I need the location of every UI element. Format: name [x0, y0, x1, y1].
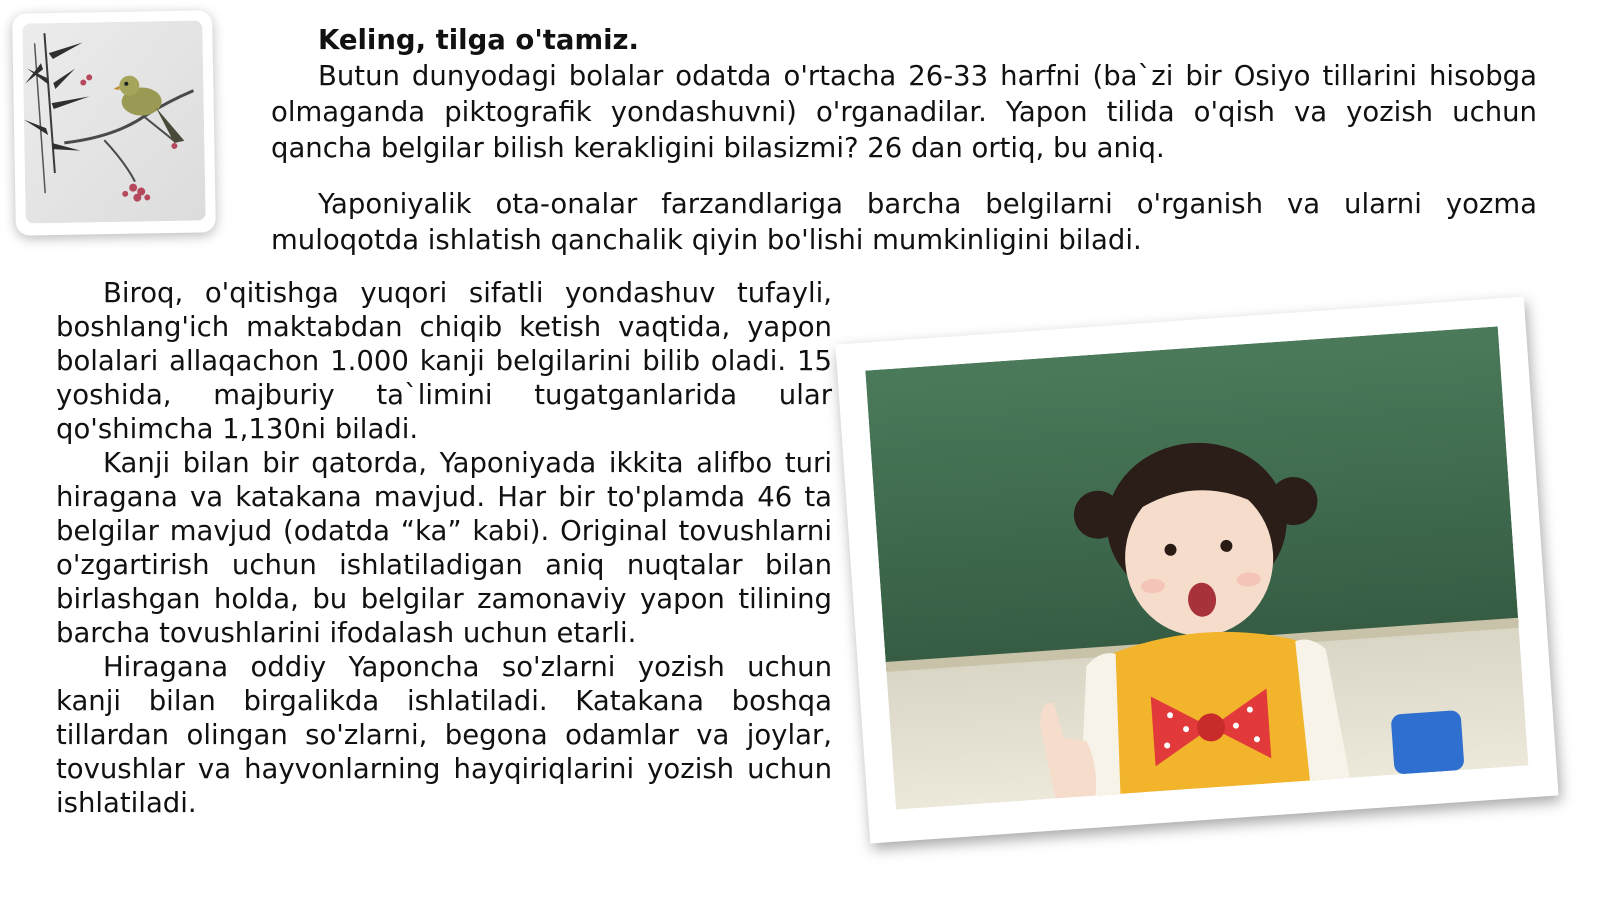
body-paragraph-2: Kanji bilan bir qatorda, Yaponiyada ikkita alifbo turi hiragana va katakana mavjud. Har bir to'plamda 46 ta belgilar mavjud (odatda “ka” kabi). Original tovushlarni o'zgartirish uchun ishlatiladigan aniq nuqtalar bilan birlashgan holda, bu belgilar zamonaviy yapon tilining barcha tovushlarini ifodalash uchun etarli. — [56, 447, 832, 649]
body-paragraph-3: Hiragana oddiy Yaponcha so'zlarni yozish uchun kanji bilan birgalikda ishlatiladi. Katakana boshqa tillardan olingan so'zlarni, begona odamlar va joylar, tovushlar va hayvonlarning hayqiriqlarini yozish uchun ishlatiladi. — [56, 651, 832, 819]
girl-photo-image — [865, 326, 1528, 809]
section-heading: Keling, tilga o'tamiz. — [318, 24, 639, 56]
intro-paragraph-1: Butun dunyodagi bolalar odatda o'rtacha 26-33 harfni (ba`zi bir Osiyo tillarini hisobga olmaganda piktografik yondashuvni) o'rganadilar. Yapon tilida o'qish va yozish uchun qancha belgilar bilish kerakligini bilasizmi? 26 dan ortiq, bu aniq. — [271, 60, 1537, 164]
intro-paragraph-2: Yaponiyalik ota-onalar farzandlariga barcha belgilarni o'rganish va ularni yozma muloqotda ishlatish qanchalik qiyin bo'lishi mumkinligini biladi. — [271, 188, 1537, 256]
intro-text-block — [271, 22, 1537, 258]
bird-painting-image — [22, 20, 205, 223]
body-text-block — [56, 276, 832, 820]
photo-frame — [835, 297, 1558, 844]
bird-painting-card — [12, 10, 216, 235]
body-paragraph-1: Biroq, o'qitishga yuqori sifatli yondashuv tufayli, boshlang'ich maktabdan chiqib ketish vaqtida, yapon bolalari allaqachon 1.000 kanji belgilarini bilib oladi. 15 yoshida, majburiy ta`limini tugatganlarida ular qo'shimcha 1,130ni biladi. — [56, 277, 832, 445]
